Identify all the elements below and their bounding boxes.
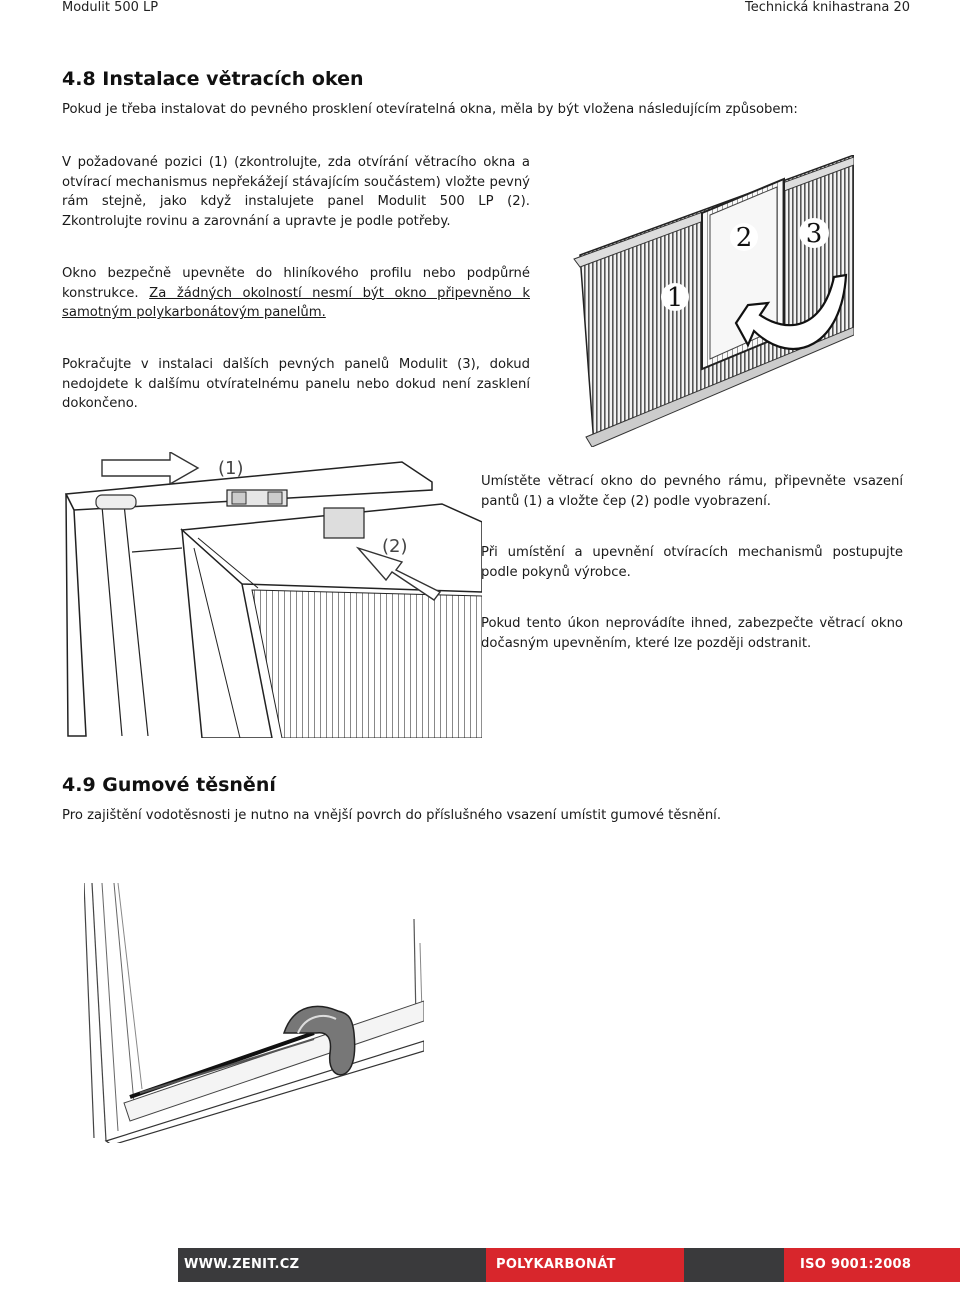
figure-hinge-installation bbox=[62, 452, 482, 738]
header-page-number: strana 20 bbox=[848, 0, 911, 15]
para-continue-install: Pokračujte v instalaci dalších pevných panelů Modulit (3), dokud nedojdete k dalšímu otvíratelnému panelu nebo dokud není zasklení dokončeno. bbox=[62, 357, 530, 412]
footer-product: POLYKARBONÁT bbox=[496, 1257, 616, 1272]
section-4-9-text: Pro zajištění vodotěsnosti je nutno na vnější povrch do příslušného vsazení umístit gumové těsnění. bbox=[62, 808, 722, 823]
para-position-frame: V požadované pozici (1) (zkontrolujte, zda otvírání větracího okna a otvírací mechanismus nepřekážejí stávajícím součástem) vložte pevný rám stejně, jako když instalujete panel Modulit 500 LP (2). Zkontrolujte rovinu a zarovnání a upravte je podle potřeby. bbox=[62, 155, 530, 229]
para-mechanisms: Při umístění a upevnění otvíracích mechanismů postupujte podle pokynů výrobce. bbox=[481, 545, 903, 580]
figure-label-1: 1 bbox=[666, 283, 684, 313]
footer-website: WWW.ZENIT.CZ bbox=[184, 1257, 300, 1272]
para-place-window: Umístěte větrací okno do pevného rámu, připevněte vsazení pantů (1) a vložte čep (2) podle vyobrazení. bbox=[481, 474, 903, 509]
header-doc-name: Modulit 500 LP bbox=[62, 0, 159, 15]
section-title-4-9: 4.9 Gumové těsnění bbox=[62, 774, 276, 796]
figure-label-3: 3 bbox=[805, 219, 823, 249]
header-book-name: Technická kniha bbox=[745, 0, 849, 15]
para-secure-window-text: Okno bezpečně upevněte do hliníkového profilu nebo podpůrné konstrukce. bbox=[62, 266, 530, 301]
figure-label-hinge-1: (1) bbox=[218, 458, 244, 479]
footer-bar bbox=[62, 1248, 960, 1282]
section-intro: Pokud je třeba instalovat do pevného prosklení otevíratelná okna, měla by být vložena následujícím způsobem: bbox=[62, 102, 798, 117]
figure-label-hinge-2: (2) bbox=[382, 536, 408, 557]
figure-rubber-seal bbox=[84, 883, 424, 1143]
para-secure-window-warning: Za žádných okolností nesmí být okno připevněno k samotným polykarbonátovým panelům. bbox=[62, 285, 530, 321]
footer-iso: ISO 9001:2008 bbox=[800, 1257, 912, 1272]
para-temporary-fix: Pokud tento úkon neprovádíte ihned, zabezpečte větrací okno dočasným upevněním, které lze později odstranit. bbox=[481, 616, 903, 651]
figure-panel-installation bbox=[572, 155, 854, 447]
section-title-4-8: 4.8 Instalace větracích oken bbox=[62, 68, 364, 90]
figure-label-2: 2 bbox=[735, 223, 753, 253]
para-secure-window bbox=[62, 264, 530, 323]
arrow-right-icon bbox=[102, 452, 198, 484]
